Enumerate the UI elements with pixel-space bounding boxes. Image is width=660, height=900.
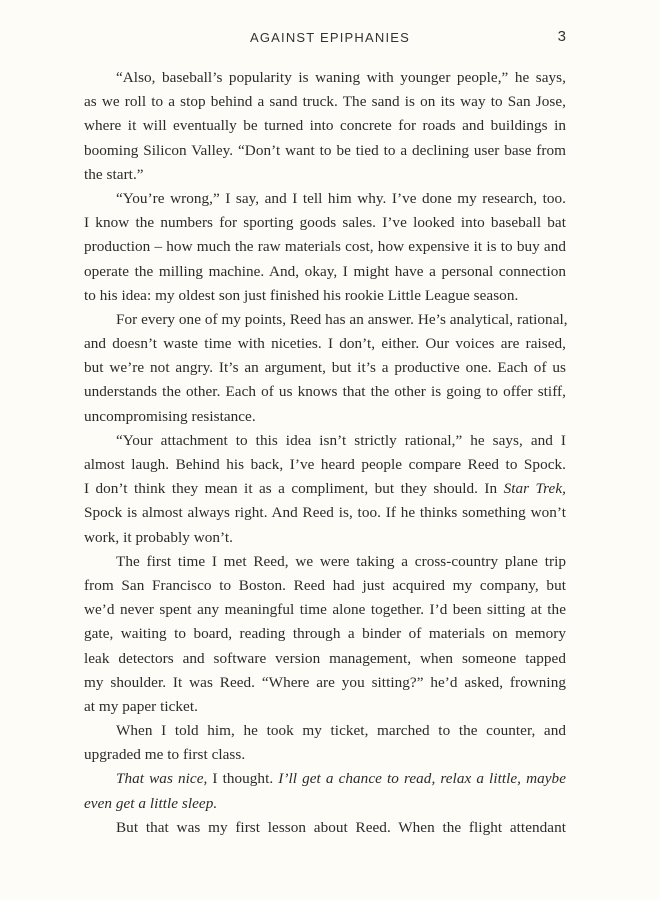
text-line: booming Silicon Valley. “Don’t want to be tied to a declining user base from xyxy=(84,141,566,159)
text-line: gate, waiting to board, reading through a binder of materials on memory xyxy=(84,625,566,643)
italic-thought: I’ll get a chance to read, relax a little, maybe xyxy=(278,770,566,788)
page-number: 3 xyxy=(557,28,566,45)
text-line: production – how much the raw materials cost, how expensive it is to buy and xyxy=(84,238,566,256)
text-line xyxy=(84,477,566,501)
text-line: “Also, baseball’s popularity is waning with younger people,” he says, xyxy=(116,69,566,86)
text-line: “Your attachment to this idea isn’t strictly rational,” he says, and I xyxy=(116,431,566,449)
text-line: leak detectors and software version management, when someone tapped xyxy=(84,649,566,667)
text-line: my shoulder. It was Reed. “Where are you sitting?” he’d asked, frowning xyxy=(84,673,566,691)
italic-title: Star Trek, xyxy=(503,480,566,498)
text-line: “You’re wrong,” I say, and I tell him why. I’ve done my research, too. xyxy=(116,189,566,207)
text-line: operate the milling machine. And, okay, I might have a personal connection xyxy=(84,262,566,280)
text-span: I thought. xyxy=(212,770,274,788)
text-line: from San Francisco to Boston. Reed had just acquired my company, but xyxy=(84,576,566,594)
text-line: work, it probably won’t. xyxy=(84,528,233,546)
text-line xyxy=(84,767,566,791)
text-line: as we roll to a stop behind a sand truck. The sand is on its way to San Jose, xyxy=(84,93,566,111)
text-line: uncompromising resistance. xyxy=(84,407,256,425)
text-line: I know the numbers for sporting goods sales. I’ve looked into baseball bat xyxy=(84,214,566,232)
chapter-title: AGAINST EPIPHANIES xyxy=(249,30,411,45)
text-line: but we’re not angry. It’s an argument, but it’s a productive one. Each of us xyxy=(84,359,566,377)
text-line: the start.” xyxy=(84,165,144,183)
text-line: For every one of my points, Reed has an answer. He’s analytical, rational, xyxy=(116,310,568,328)
body-text xyxy=(84,66,566,840)
text-line: at my paper ticket. xyxy=(84,697,198,715)
text-line: to his idea: my oldest son just finished his rookie Little League season. xyxy=(84,286,519,304)
text-line: almost laugh. Behind his back, I’ve heard people compare Reed to Spock. xyxy=(84,456,566,473)
text-line: But that was my first lesson about Reed. When the flight attendant xyxy=(116,818,566,836)
italic-thought: That was nice, xyxy=(116,770,208,788)
text-line: When I told him, he took my ticket, marched to the counter, and xyxy=(116,722,566,740)
text-line: even get a little sleep. xyxy=(84,794,218,812)
text-line: we’d never spent any meaningful time alone together. I’d been sitting at the xyxy=(84,601,566,619)
text-line: understands the other. Each of us knows that the other is going to offer stiff, xyxy=(84,383,566,401)
text-line: upgraded me to first class. xyxy=(84,746,246,764)
text-line: and doesn’t waste time with niceties. I don’t, either. Our voices are raised, xyxy=(84,335,566,353)
running-head xyxy=(0,28,660,50)
text-line: Spock is almost always right. And Reed is, too. If he thinks something won’t xyxy=(84,504,566,522)
text-line: The first time I met Reed, we were taking a cross-country plane trip xyxy=(116,552,566,570)
text-span: I don’t think they mean it as a compliment, but they should. In xyxy=(84,480,498,498)
text-line: where it will eventually be turned into concrete for roads and buildings in xyxy=(84,117,566,135)
